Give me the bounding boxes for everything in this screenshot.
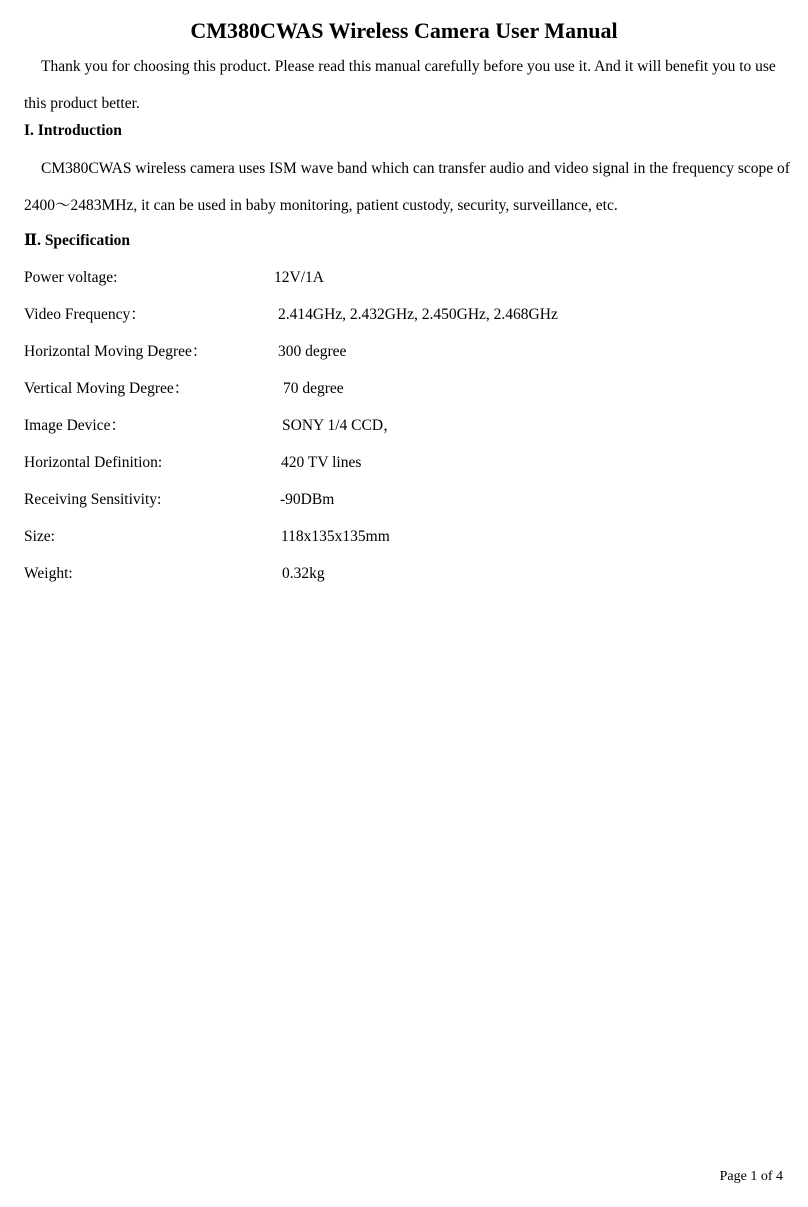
spec-label: Receiving Sensitivity: xyxy=(24,491,162,508)
spec-value: 0.32kg xyxy=(282,565,325,582)
spec-row-horizontal-moving-degree xyxy=(24,340,784,364)
spec-row-image-device xyxy=(24,414,784,438)
spec-row-vertical-moving-degree xyxy=(24,377,784,401)
spec-row-power-voltage xyxy=(24,266,784,290)
spec-label: Horizontal Moving Degree： xyxy=(24,343,208,360)
spec-value: 12V/1A xyxy=(274,269,324,286)
spec-label: Video Frequency： xyxy=(24,306,146,323)
spec-value: 70 degree xyxy=(283,380,344,397)
spec-label: Image Device： xyxy=(24,417,126,434)
spec-value: -90DBm xyxy=(280,491,335,508)
spec-row-video-frequency xyxy=(24,303,784,327)
spec-value: 420 TV lines xyxy=(281,454,362,471)
spec-label: Power voltage: xyxy=(24,269,118,286)
introduction-body: CM380CWAS wireless camera uses ISM wave band which can transfer audio and video signal in the frequency scope of 2400～2483MHz, it can be used in baby monitoring, patient custody, security, surveillance, etc. xyxy=(24,160,790,214)
spec-row-horizontal-definition xyxy=(24,451,784,475)
spec-row-size xyxy=(24,525,784,549)
spec-label: Vertical Moving Degree： xyxy=(24,380,190,397)
spec-label: Size: xyxy=(24,528,55,545)
spec-row-weight xyxy=(24,562,784,586)
spec-value: 118x135x135mm xyxy=(281,528,390,545)
spec-label: Horizontal Definition: xyxy=(24,454,163,471)
specification-heading: Ⅱ. Specification xyxy=(24,232,131,249)
introduction-heading: I. Introduction xyxy=(24,122,122,139)
spec-value: SONY 1/4 CCD， xyxy=(282,417,399,434)
spec-value: 2.414GHz, 2.432GHz, 2.450GHz, 2.468GHz xyxy=(278,306,558,323)
spec-label: Weight: xyxy=(24,565,73,582)
spec-value: 300 degree xyxy=(278,343,347,360)
document-title: CM380CWAS Wireless Camera User Manual xyxy=(190,18,618,43)
page-number: Page 1 of 4 xyxy=(719,1169,783,1184)
spec-row-receiving-sensitivity xyxy=(24,488,784,512)
intro-paragraph: Thank you for choosing this product. Please read this manual carefully before you use it. And it will benefit you to use this product better. xyxy=(24,58,776,112)
